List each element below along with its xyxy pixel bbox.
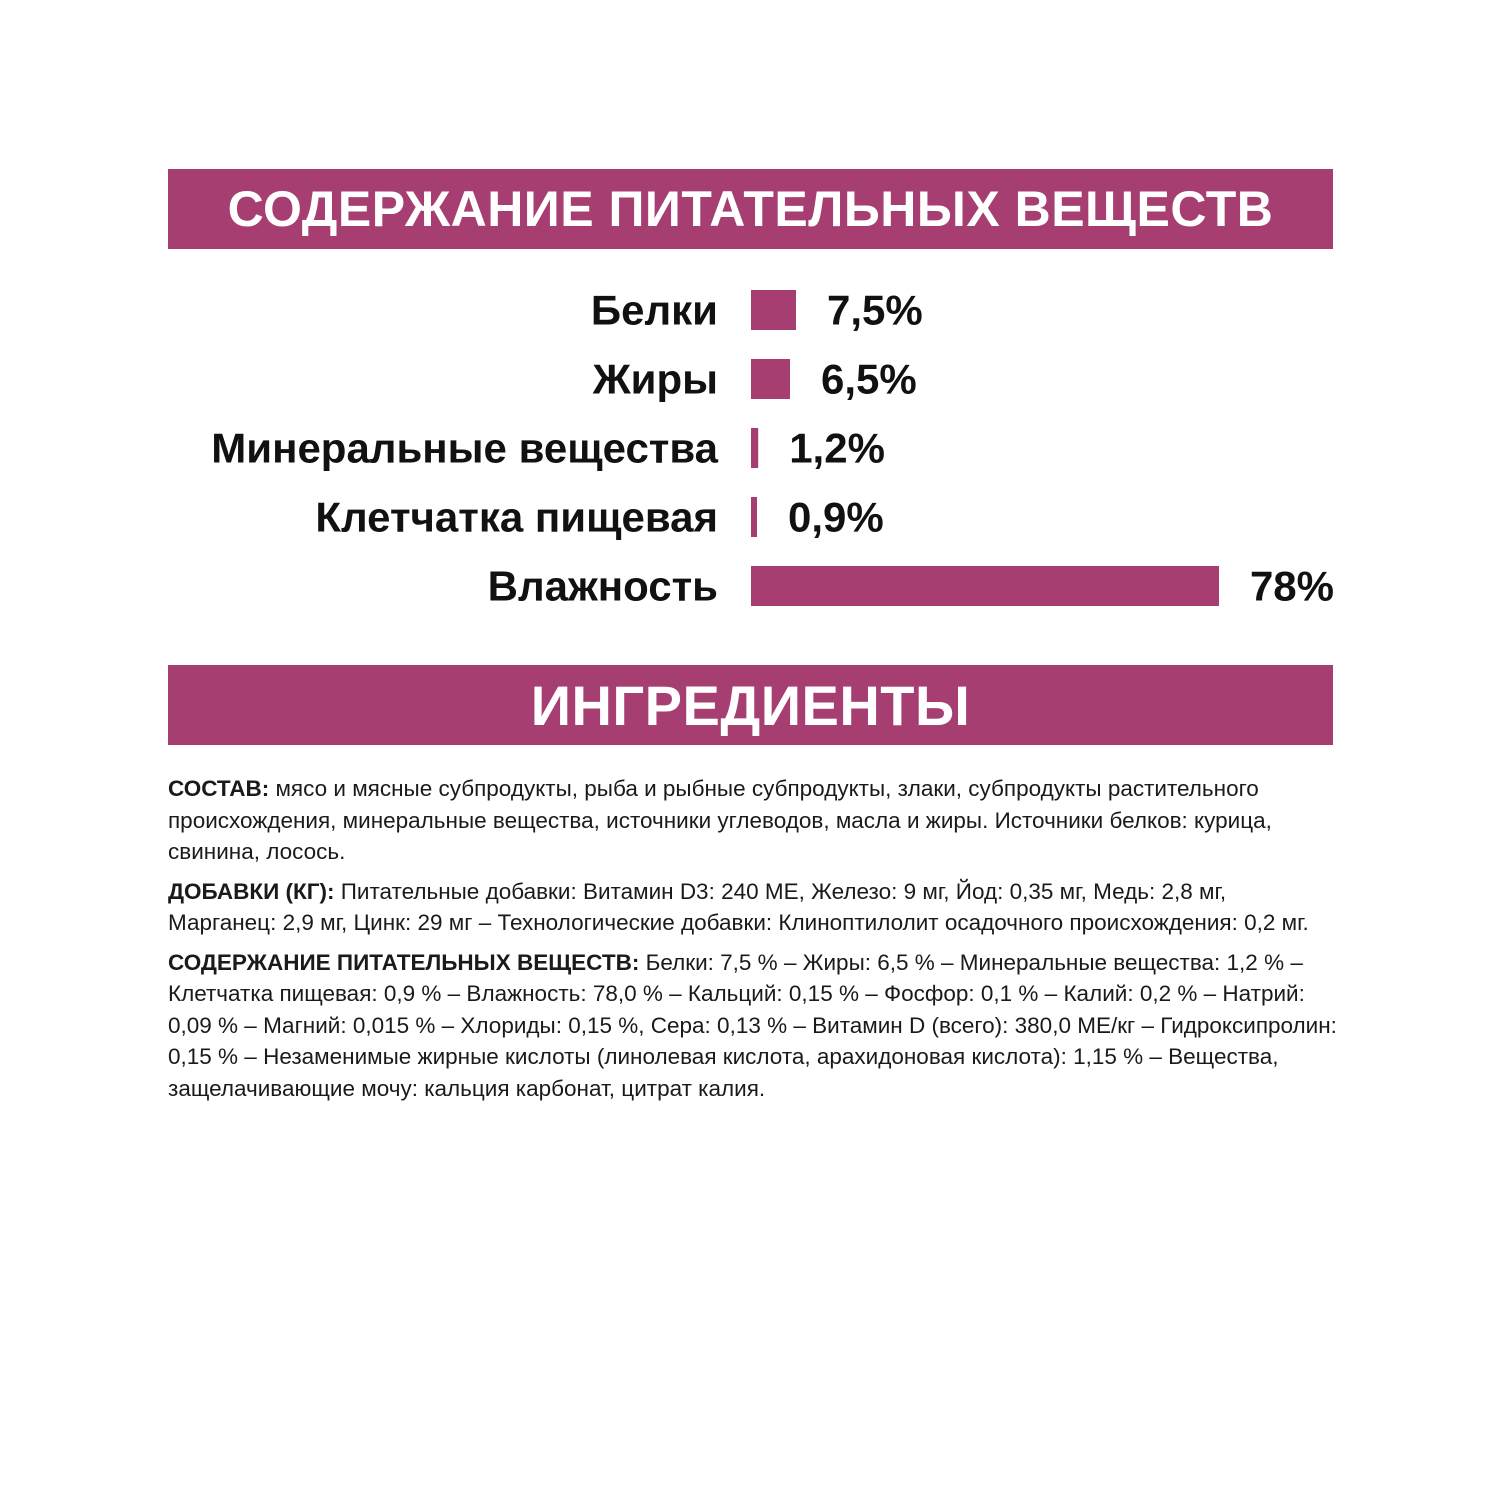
category-label: Белки <box>590 286 718 334</box>
nutrient-bar-chart <box>0 270 1500 630</box>
nutrients-label: СОДЕРЖАНИЕ ПИТАТЕЛЬНЫХ ВЕЩЕСТВ: <box>168 949 640 975</box>
value-label: 0,9% <box>788 493 884 541</box>
composition-text: мясо и мясные субпродукты, рыба и рыбные субпродукты, злаки, субпродукты растительного происхождения, минеральные вещества, источники углеводов, масла и жиры. Источники белков: курица, свинина, лосось. <box>168 776 1272 864</box>
additives-paragraph <box>168 876 1338 939</box>
bar <box>751 290 796 330</box>
value-label: 7,5% <box>827 286 923 334</box>
ingredients-section <box>168 773 1338 1112</box>
category-label: Жиры <box>592 355 718 403</box>
bar <box>751 566 1219 606</box>
bar <box>751 428 758 468</box>
ingredients-banner-title: ИНГРЕДИЕНТЫ <box>530 673 971 737</box>
value-label: 6,5% <box>821 355 917 403</box>
nutrients-text: Белки: 7,5 % – Жиры: 6,5 % – Минеральные вещества: 1,2 % – Клетчатка пищевая: 0,9 % – Влажность: 78,0 % – Кальций: 0,15 % – Фосфор: 0,1 % – Калий: 0,2 % – Натрий: 0,09 % – Магний: 0,015 % – Хлориды: 0,15 %, Сера: 0,13 % – Витамин D (всего): 380,0 МЕ/кг – Гидроксипролин: 0,15 % – Незаменимые жирные кислоты (линолевая кислота, арахидоновая кислота): 1,15 % – Вещества, защелачивающие мочу: кальция карбонат, цитрат калия. <box>168 949 1337 1101</box>
category-label: Клетчатка пищевая <box>315 493 718 541</box>
value-label: 1,2% <box>789 424 885 472</box>
composition-label: СОСТАВ: <box>168 776 270 801</box>
additives-text: Питательные добавки: Витамин D3: 240 МЕ, Железо: 9 мг, Йод: 0,35 мг, Медь: 2,8 мг, Марганец: 2,9 мг, Цинк: 29 мг – Технологические добавки: Клиноптилолит осадочного происхождения: 0,2 мг. <box>168 878 1309 935</box>
value-label: 78% <box>1249 562 1334 610</box>
nutrients-paragraph <box>168 947 1338 1105</box>
nutrients-banner <box>168 169 1333 249</box>
additives-label: ДОБАВКИ (КГ): <box>168 878 335 904</box>
bar <box>751 497 757 537</box>
bar <box>751 359 790 399</box>
category-label: Влажность <box>487 562 718 610</box>
composition-paragraph <box>168 773 1338 868</box>
ingredients-banner <box>168 665 1333 745</box>
nutrients-banner-title: СОДЕРЖАНИЕ ПИТАТЕЛЬНЫХ ВЕЩЕСТВ <box>227 181 1274 237</box>
category-label: Минеральные вещества <box>211 424 718 472</box>
